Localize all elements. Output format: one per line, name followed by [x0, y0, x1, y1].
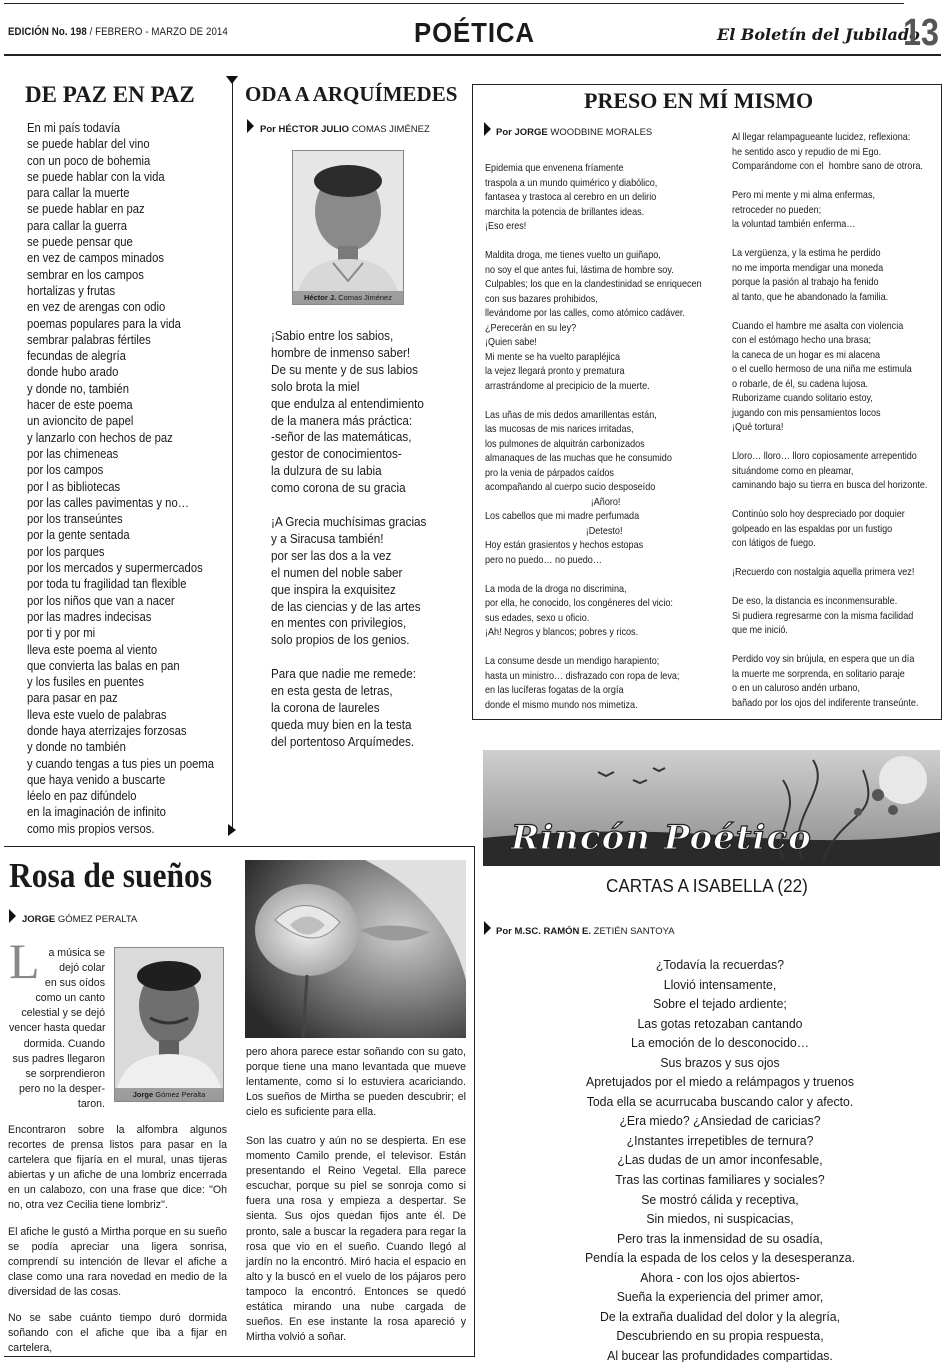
oda-byline: Por HÉCTOR JULIO COMAS JIMÉNEZ: [260, 124, 430, 135]
rosa-paragraph: No se sabe cuánto tiempo duró dormida soñando con el afiche que iba a fijar en cartelera,: [8, 1312, 227, 1355]
rincon-banner: [483, 750, 940, 866]
rincon-byline: Por M.SC. RAMÓN E. ZETIÉN SANTOYA: [496, 926, 675, 937]
photo-caption: Jorge Gómez Peralta: [132, 1090, 206, 1099]
divider-arrow-icon: [226, 76, 238, 84]
photo-caption: Héctor J. Comas Jiménez: [304, 293, 392, 302]
divider-arrow-icon: [228, 824, 236, 836]
top-rule: [4, 3, 904, 4]
column-divider: [232, 82, 233, 832]
preso-column-1: Epidemia que envenena fríamente traspola a un mundo quiméricо y diabólico, fantasea y trastoca al cerebro en un delirio marchita la potencia de brillantes ideas. ¡Eso eres! Maldita droga, me tienes vuelto un guiñapo, no soy el que antes fui, lástima de hombre soy. Culpables; los que en la clandestinidad se enriquecen con sus bazares prohibidos, llevándome por las calles, como atómico cadáver. ¿Perecerán en su ley? ¡Quien sabe! Mi mente se ha vuelto parapléjica la vejez llegará pronto y prematura arrastrándome al precipicio de la muerte. Las uñas de mis dedos amarillentas están, las mucosas de mis narices irritadas, los pulmones de alquitrán carbonizados almanaques de las muchas que he consumido pro la venia de párpados caídos acompañando al cuerpo sucio desposeído ¡Añoro! Los cabellos que mi madre perfumada ¡Detesto! Hoy están grasientos y hechos estopas pero no puedo… no puedo… La moda de la droga no discrimina, por ella, he conocido, los congéneres del vicio: sus edades, sexo u oficio. ¡Ah! Negros y blancos; pobres y ricos. La consume desde un mendigo harapiento; hasta un ministro… disfrazado con ropa de leva; en las lucíferas fogatas de la orgía donde el mismo mundo nos mimetiza.: [485, 163, 702, 711]
header-rule: [4, 54, 941, 56]
oda-title: ODA A ARQUÍMEDES: [245, 82, 458, 106]
drop-cap: L: [9, 933, 40, 989]
author-photo: [292, 150, 404, 305]
rincon-subtitle: CARTAS A ISABELLA (22): [606, 876, 808, 896]
rosa-paragraph: El afiche le gustó a Mirtha porque en su sueño se podía apreciar una ligera sonrisa, comprendí su intención de llevar el afiche a clase como una rara novedad en medio de la diversidad de las cosas.: [8, 1226, 227, 1299]
paz-poem: En mi país todavía se puede hablar del vino con un poco de bohemia se puede hablar con la vida para callar la muerte se puede hablar en paz para callar la guerra se puede pensar que en vez de campos minados sembrar en los campos hortalizas y frutas en vez de arengas con odio poemas populares para la vida sembrar palabras fértiles fecundas de alegría donde hubo arado y donde no, también hacer de este poema un avioncito de papel y lanzarlo con hechos de paz por las chimeneas por los campos por l as bibliotecas por las calles pavimentas y no… por los transeúntes por la gente sentada por los parques por los mercados y supermercados por toda tu fragilidad tan flexible por los niños que van a nacer por las madres indecisas por ti y por mi lleva este poema al viento que convierta las balas en pan y los fusiles en puentes para pasar en paz lleva este vuelo de palabras donde haya aterrizajes forzosas y donde no también y cuando tengas a tus pies un poema que haya venido a buscarte léelo en paz difúndelo en la imaginación de infinito como mis propios versos.: [27, 121, 215, 836]
rosa-paragraph: Son las cuatro y aún no se despierta. En ese momento Camilo prende, el televisor. Están presentando el Reino Vegetal. Ella parece escuchar, porque su piel se sonroja como si fuera una rosa y empieza a despertar. Se sienta. Sus ojos quedan fijos ante él. De pronto, sale a buscar la regadera para regar la rosa que vio en el sueño. Cuando llegó al jardín no la encontró. Miró hacia el espacio en alto y la buscó en el vuelo de los pájaros pero tampoco la encontró. Entonces se quedó estática mirando una nube cargada de sueños. En ese instante la rosa apareció y Mirtha volvió a soñar.: [246, 1135, 466, 1344]
byline-arrow-icon: [484, 921, 491, 935]
byline-arrow-icon: [484, 122, 491, 136]
preso-byline: Por JORGE WOODBINE MORALES: [496, 127, 653, 138]
rosa-title: Rosa de sueños: [9, 856, 213, 895]
rosa-top-rule: [4, 846, 475, 847]
byline-arrow-icon: [247, 119, 254, 133]
rosa-paragraph: pero ahora parece estar soñando con su gato, porque tiene una mano levantada que mueve lentamente, como si lo estuviera acariciando. Los sueños de Mirtha se pueden descubrir; el cielo es suficiente para ella.: [246, 1046, 466, 1119]
newspaper-name: El Boletín del Jubilado: [717, 25, 920, 44]
page-number: 13: [903, 12, 939, 54]
rosa-right-rule: [474, 846, 475, 1356]
preso-column-2: Al llegar relampagueante lucidez, reflexiona: he sentido asco y repudio de mi Ego. Comparándome con el hombre sano de otrora. Pero mi mente y mi alma enfermas, retroceder no pueden; la voluntad también enferma… La vergüenza, y la estima he perdido no me importa mendigar una moneda porque la pasión al trabajo ha fenido al tanto, que he abandonado la familia. Cuando el hambre me asalta con violencia con el estómago hecho una brasa; la caneca de un hogar es mi alacena o el cuello hermoso de una niña me estimula o robarle, de él, su cadena lujosa. Ruborizame cuando solitario estoy, jugando con mis pensamientos locos ¡Qué tortura! Lloro… lloro… lloro copiosamente arrepentido situándome como en pleamar, caminando bajo su tierra en busca del horizonte. Continúo solo hoy despreciado por doquier golpeado en las espaldas por un fustigo con látigos de fuego. ¡Recuerdo con nostalgia aquella primera vez! De eso, la distancia es inconmensurable. Si pudiera regresarme con la misma facilidad que me inició. Perdido voy sin brújula, en espera que un día la muerte me sorprenda, en solitario paraje o en un caluroso andén urbano, bañado por los ojos del indiferente transeúnte.: [732, 132, 928, 709]
rosa-paragraph: Encontraron sobre la alfombra algunos recortes de prensa listos para pasar en la cartelera que fijaría en el mural, unas tijeras abiertas y un afiche de una lombriz encerrada en un calabozo, con una frase que dice: "Oh no, otra vez Cecilia tiene lombriz".: [8, 1124, 227, 1212]
rosa-intro: a música se dejó colar en sus oídos como un canto celestial y se dejó vencer hasta quedar dormida. Cuando sus padres llegaron se sorprendieron pero no la desper- taron.: [9, 947, 106, 1110]
rose-image: [245, 860, 466, 1038]
paz-title: DE PAZ EN PAZ: [25, 82, 195, 107]
edition-info: EDICIÓN No. 198 / FEBRERO - MARZO DE 2014: [8, 26, 228, 38]
section-title: POÉTICA: [414, 17, 535, 48]
author-photo: [114, 947, 224, 1102]
cartas-poem: ¿Todavía la recuerdas? Llovió intensamente, Sobre el tejado ardiente; Las gotas retozaban cantando La emoción de lo desconocido… Sus brazos y sus ojos Apretujados por el miedo a relámpagos y truenos Toda ella se acurrucaba buscando calor y afecto. ¿Era miedo? ¿Ansiedad de caricias? ¿Instantes irrepetibles de ternura? ¿Las dudas de un amor inconfesable, Tras las cortinas familiares y sociales? Se mostró cálida y receptiva, Sin miedos, ni suspicacias, Pero tras la inmensidad de su osadía, Pendía la espada de los celos y la desesperanza. Ahora - con los ojos abiertos- Sueña la experiencia del primer amor, De la extraña dualidad del dolor y la alegría, Descubriendo en su propia respuesta, Al bucear las profundidades compartidas.: [584, 957, 855, 1362]
rosa-byline: JORGE GÓMEZ PERALTA: [22, 914, 138, 925]
preso-title: PRESO EN MÍ MISMO: [584, 88, 814, 113]
oda-poem: ¡Sabio entre los sabios, hombre de inmenso saber! De su mente y de sus labios solo brota la miel que endulza al entendimiento de la manera más práctica: -señor de las matemáticas, gestor de conocimientos- la dulzura de su labia como corona de su gracia ¡A Grecia muchísimas gracias y a Siracusa también! por ser las dos a la vez el numen del noble saber que inspira la exquisitez de las ciencias y de las artes en mentes con privilegios, solo propios de los genios. Para que nadie me remede: en esta gesta de letras, la corona de laureles queda muy bien en la testa del portentoso Arquímedes.: [271, 328, 427, 749]
byline-arrow-icon: [9, 909, 16, 923]
rincon-banner-title: Rincón Poético: [511, 818, 812, 858]
